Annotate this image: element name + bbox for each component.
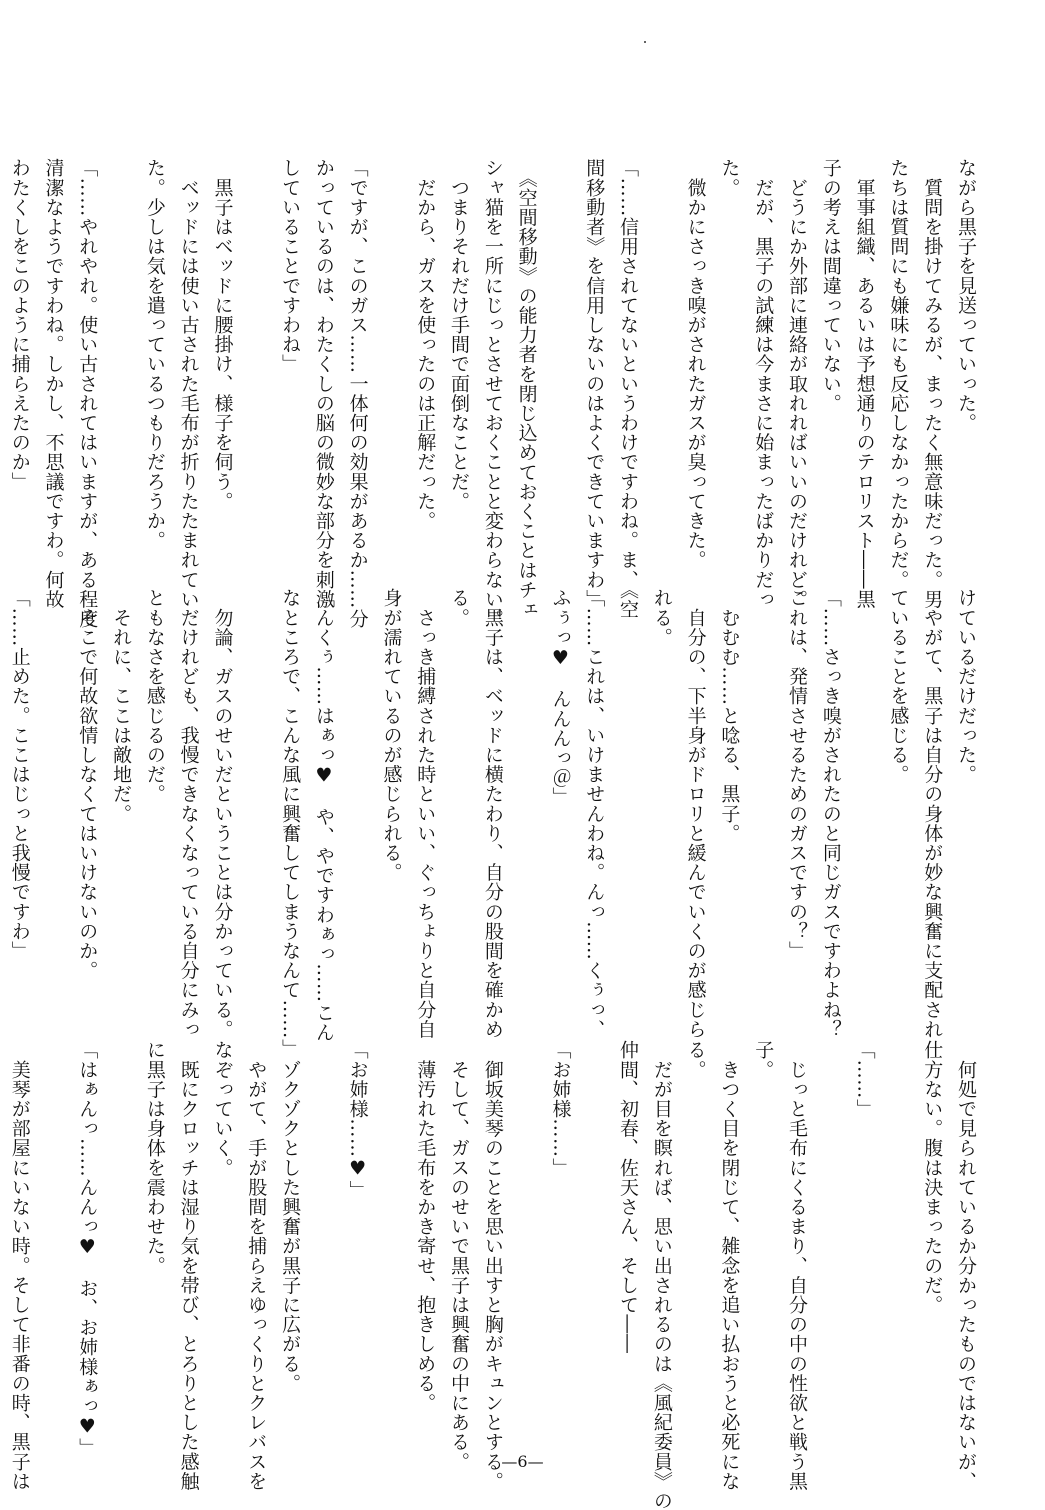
text-line: だが、黒子の試練は今まさに始まったばかりだっ: [752, 158, 775, 609]
text-line: [0, 1040, 2, 1432]
text-line: ふぅっ♥ んんんっ＠」: [549, 588, 572, 807]
text-line: 仲間、初春、佐天さん、そして――: [617, 1040, 640, 1354]
text-line: [374, 158, 408, 558]
text-line: ていることを感じる。: [887, 588, 910, 784]
text-line: [103, 1040, 137, 1432]
text-line: 「……これは、いけませんわね。んっ……くぅっ、: [583, 588, 606, 1039]
text-line: [238, 588, 272, 1012]
text-line: 「お姉様……」: [549, 1040, 572, 1178]
text-line: ともなさを感じるのだ。: [143, 588, 166, 804]
text-line: [36, 588, 70, 1012]
text-line: [509, 1040, 543, 1432]
text-line: やがて、黒子は自分の身体が妙な興奮に支配され: [921, 588, 944, 1039]
text-tier-middle: [8, 588, 982, 1059]
text-line: 「……」: [853, 1040, 876, 1119]
text-line: 微かにさっき嗅がされたガスが臭ってきた。: [684, 158, 707, 570]
text-line: [881, 1040, 915, 1432]
text-line: 何処で見られているか分かったものではないが、: [955, 1040, 977, 1491]
text-line: た。: [718, 158, 741, 198]
text-line: たちは質問にも嫌味にも反応しなかったからだ。: [887, 158, 910, 590]
text-line: じっと毛布にくるまり、自分の中の性欲と戦う黒: [786, 1040, 809, 1491]
text-line: むむむ……と唸る、黒子。: [718, 588, 741, 843]
text-line: 清潔なようですわね。しかし、不思議ですわ。何故: [42, 158, 65, 609]
text-line: 御坂美琴のことを思い出すと胸がキュンとする。: [481, 1040, 504, 1491]
text-line: 「……さっき嗅がされたのと同じガスですわよね？: [819, 588, 842, 1039]
text-line: 身が濡れているのが感じられる。: [380, 588, 403, 882]
text-line: そこで何故欲情しなくてはいけないのか。: [76, 588, 99, 980]
text-line: [509, 588, 543, 1012]
text-line: そして、ガスのせいで黒子は興奮の中にある。: [448, 1040, 471, 1472]
text-line: ベッドには使い古された毛布が折りたたまれてい: [177, 158, 200, 609]
text-line: [238, 158, 272, 558]
text-line: た。少しは気を遣っているつもりだろうか。: [143, 158, 166, 550]
text-line: [813, 1040, 847, 1432]
text-line: つまりそれだけ手間で面倒なことだ。: [448, 158, 471, 511]
text-line: 美琴が部屋にいない時。そして非番の時、黒子は: [8, 1040, 31, 1491]
text-line: 間移動者》を信用しないのはよくできていますわ」: [583, 158, 606, 609]
text-line: かっているのは、わたくしの脳の微妙な部分を刺激: [312, 158, 335, 609]
text-line: していることですわね」: [279, 158, 302, 374]
text-line: これは、発情させるためのガスですの？」: [786, 588, 809, 961]
text-line: 軍事組織、あるいは予想通りのテロリスト――黒: [853, 158, 876, 609]
text-line: [610, 588, 644, 1012]
text-line: 「……やれやれ。使い古されてはいますが、ある程度: [76, 158, 99, 629]
text-line: る。: [684, 1040, 707, 1080]
text-line: 既にクロッチは湿り気を帯び、とろりとした感触: [177, 1040, 200, 1491]
text-line: きつく目を閉じて、雑念を追い払おうと必死にな: [718, 1040, 741, 1491]
page-number: —6—: [501, 1452, 544, 1471]
text-line: 「……止めた。ここはじっと我慢ですわ」: [8, 588, 31, 961]
text-line: やがて、手が股間を捕らえゆっくりとクレバスを: [245, 1040, 268, 1491]
text-line: だけれども、我慢できなくなっている自分にみっ: [177, 588, 200, 1039]
text-line: [36, 1040, 70, 1432]
text-line: [374, 1040, 408, 1432]
text-line: [103, 158, 137, 558]
text-line: 仕方ない。腹は決まったのだ。: [921, 1040, 944, 1315]
text-line: 《空間移動》の能力者を閉じ込めておくことはチェ: [515, 158, 538, 619]
text-line: さっき捕縛された時といい、ぐっちょりと自分自: [414, 588, 437, 1039]
text-line: なところで、こんな風に興奮してしまうなんて……」: [279, 588, 302, 1059]
text-tier-bottom: [8, 1040, 982, 1510]
text-line: けているだけだった。: [955, 588, 977, 784]
text-line: それに、ここは敵地だ。: [110, 588, 133, 824]
text-line: [543, 158, 577, 558]
text-line: どうにか外部に連絡が取れればいいのだけれど。: [786, 158, 809, 609]
text-line: 「……信用されてないというわけですわね。ま、《空: [617, 158, 640, 619]
text-line: [306, 1040, 340, 1432]
text-line: 「んくぅ……はぁっ♥ や、やですわぁっ……こん: [312, 588, 335, 1042]
text-line: なぞっていく。: [211, 1040, 234, 1178]
text-line: れる。: [650, 588, 673, 647]
text-line: [644, 158, 678, 558]
text-line: シャ猫を一所にじっとさせておくことと変わらない。: [481, 158, 504, 629]
text-line: わたくしをこのように捕らえたのか」: [8, 158, 31, 492]
text-line: [847, 588, 881, 1012]
text-line: [576, 1040, 610, 1432]
text-line: ながら黒子を見送っていった。: [955, 158, 977, 433]
text-line: 質問を掛けてみるが、まったく無意味だった。男: [921, 158, 944, 609]
text-line: [340, 588, 374, 1012]
text-line: 「ですが、このガス……一体何の効果があるか……分: [346, 158, 369, 629]
text-line: 勿論、ガスのせいだということは分かっている。: [211, 588, 234, 1039]
text-line: 黒子はベッドに腰掛け、様子を伺う。: [211, 158, 234, 511]
text-line: 「はぁんっ……んんっ♥ お、お姉様ぁっ♥」: [76, 1040, 99, 1458]
text-line: 子。: [752, 1040, 775, 1080]
text-line: 自分の、下半身がドロリと緩んでいくのが感じら: [684, 588, 707, 1039]
text-line: 薄汚れた毛布をかき寄せ、抱きしめる。: [414, 1040, 437, 1413]
text-line: 黒子は、ベッドに横たわり、自分の股間を確かめ: [481, 588, 504, 1039]
scan-speck: [644, 41, 646, 43]
text-line: に黒子は身体を震わせた。: [143, 1040, 166, 1276]
text-line: だが目を瞑れば、思い出されるのは《風紀委員》の: [650, 1040, 673, 1510]
text-line: [745, 588, 779, 1012]
text-line: だから、ガスを使ったのは正解だった。: [414, 158, 437, 531]
text-line: る。: [448, 588, 471, 628]
text-line: 「お姉様……♥」: [346, 1040, 369, 1200]
text-line: 子の考えは間違っていない。: [819, 158, 842, 413]
text-line: ゾクゾクとした興奮が黒子に広がる。: [279, 1040, 302, 1393]
